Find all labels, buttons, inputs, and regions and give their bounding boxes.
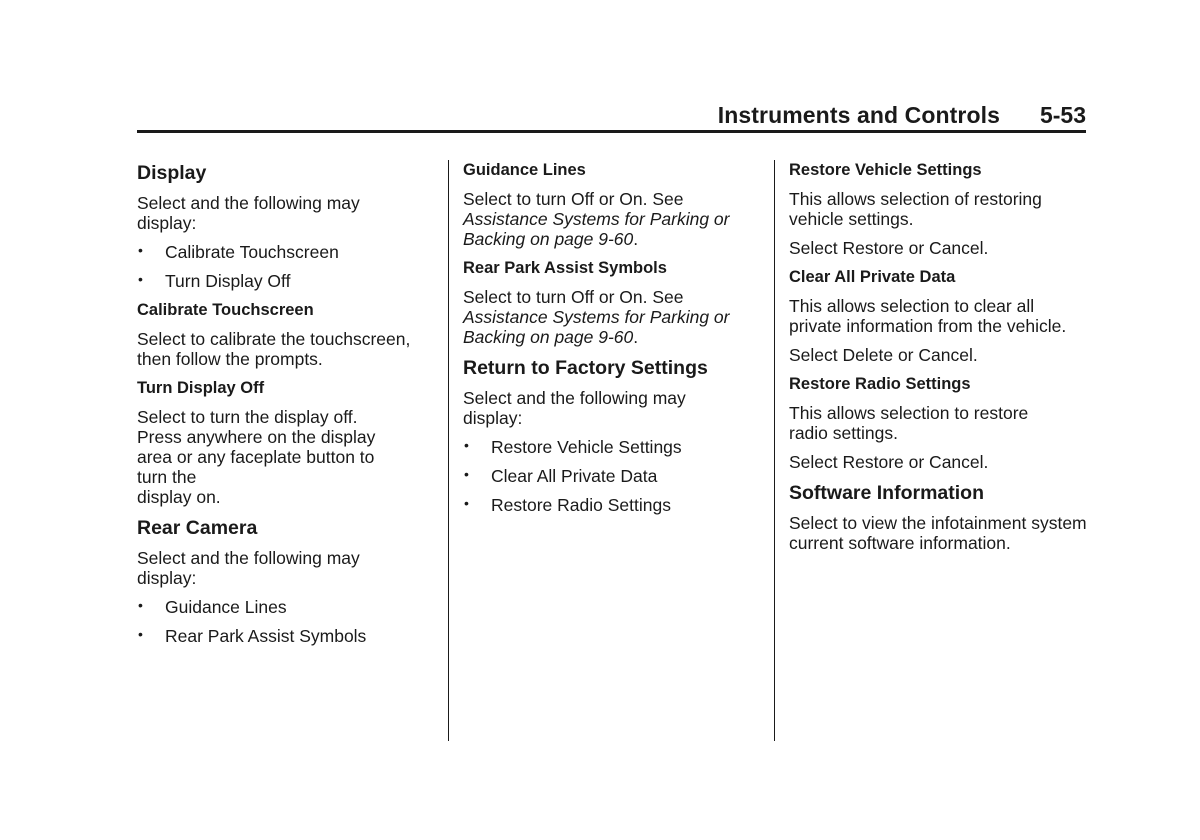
bullet-icon: •: [138, 597, 143, 613]
calibrate-heading: Calibrate Touchscreen: [137, 301, 314, 319]
factory-options-list: [463, 437, 763, 515]
section-title: Instruments and Controls: [717, 102, 1000, 128]
factory-heading: Return to Factory Settings: [463, 357, 708, 379]
guidance-text-end: .: [633, 229, 639, 249]
calibrate-text: Select to calibrate the touchscreen, then follow the prompts.: [137, 329, 411, 369]
turnoff-text: [137, 407, 377, 507]
list-item: [463, 495, 763, 515]
bullet-icon: •: [138, 626, 143, 642]
symbols-text: [463, 287, 753, 347]
list-item: [137, 597, 437, 617]
bullet-icon: •: [138, 271, 143, 287]
symbols-heading: Rear Park Assist Symbols: [463, 259, 667, 277]
list-item-label: Guidance Lines: [165, 597, 287, 617]
page-header: [137, 100, 1086, 133]
column-1: [137, 160, 437, 655]
list-item: [137, 242, 437, 262]
column-3: [789, 160, 1089, 562]
turnoff-text-main: Select to turn the display off. Press anywhere on the display area or any faceplate button to turn the: [137, 407, 376, 487]
private-heading: Clear All Private Data: [789, 268, 956, 286]
guidance-text: [463, 189, 753, 249]
list-item: [137, 271, 437, 291]
list-item: [463, 437, 763, 457]
guidance-cross-reference: Assistance Systems for Parking or Backing on page 9-60: [463, 209, 730, 249]
camera-heading: Rear Camera: [137, 517, 258, 539]
radio-text: This allows selection to restore radio settings.: [789, 403, 1029, 443]
camera-intro: Select and the following may display:: [137, 548, 360, 588]
list-item: [463, 466, 763, 486]
display-heading: Display: [137, 162, 207, 184]
bullet-icon: •: [464, 466, 469, 482]
camera-options-list: [137, 597, 437, 646]
display-options-list: [137, 242, 437, 291]
radio-heading: Restore Radio Settings: [789, 375, 971, 393]
guidance-heading: Guidance Lines: [463, 161, 586, 179]
guidance-text-main: Select to turn Off or On. See: [463, 189, 684, 209]
list-item: [137, 626, 437, 646]
list-item-label: Turn Display Off: [165, 271, 291, 291]
vehicle-heading: Restore Vehicle Settings: [789, 161, 982, 179]
list-item-label: Clear All Private Data: [491, 466, 658, 486]
symbols-text-end: .: [633, 327, 639, 347]
column-2: [463, 160, 763, 524]
vehicle-text: This allows selection of restoring vehicle settings.: [789, 189, 1042, 229]
list-item-label: Calibrate Touchscreen: [165, 242, 339, 262]
bullet-icon: •: [464, 495, 469, 511]
list-item-label: Rear Park Assist Symbols: [165, 626, 367, 646]
column-divider-1: [448, 160, 449, 741]
radio-select: Select Restore or Cancel.: [789, 452, 989, 472]
bullet-icon: •: [138, 242, 143, 258]
list-item-label: Restore Vehicle Settings: [491, 437, 682, 457]
symbols-cross-reference: Assistance Systems for Parking or Backing on page 9-60: [463, 307, 730, 347]
vehicle-select: Select Restore or Cancel.: [789, 238, 989, 258]
software-text: Select to view the infotainment system current software information.: [789, 513, 1087, 553]
list-item-label: Restore Radio Settings: [491, 495, 671, 515]
turnoff-heading: Turn Display Off: [137, 379, 265, 397]
turnoff-text-end: display on.: [137, 487, 221, 507]
display-intro: Select and the following may display:: [137, 193, 360, 233]
page-number: 5-53: [1039, 102, 1086, 128]
private-text: This allows selection to clear all private information from the vehicle.: [789, 296, 1067, 336]
column-divider-2: [774, 160, 775, 741]
software-heading: Software Information: [789, 482, 985, 504]
symbols-text-main: Select to turn Off or On. See: [463, 287, 684, 307]
private-select: Select Delete or Cancel.: [789, 345, 978, 365]
bullet-icon: •: [464, 437, 469, 453]
factory-intro: Select and the following may display:: [463, 388, 686, 428]
